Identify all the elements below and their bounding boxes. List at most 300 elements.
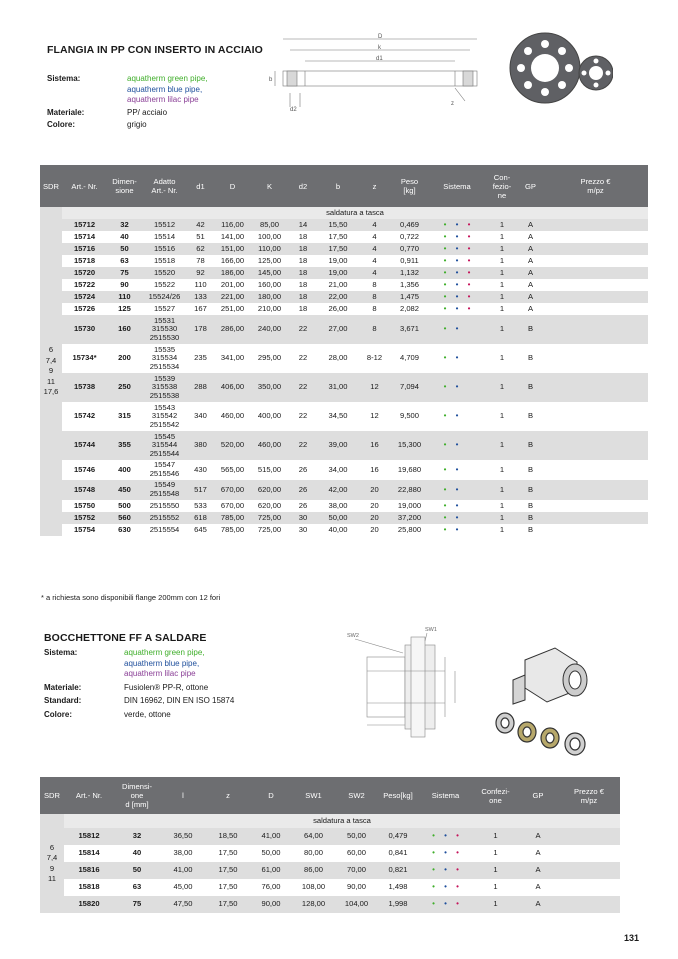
cell-prezzo: [543, 500, 648, 512]
sistema-dot-g: •: [443, 231, 447, 241]
cell-d1: 430: [187, 460, 214, 480]
cell-confezione: 1: [486, 267, 518, 279]
cell-d2: 22: [288, 344, 318, 373]
flange-header-cell: z: [358, 165, 391, 207]
cell-art: 15712: [62, 219, 107, 231]
cell-sistema: [428, 373, 486, 402]
flange-header-cell: Sistema: [428, 165, 486, 207]
cell-peso: 3,671: [391, 315, 428, 344]
sistema-dot-g: •: [443, 440, 447, 450]
cell-k: 180,00: [251, 291, 288, 303]
cell-sistema: [428, 402, 486, 431]
cell-gp: A: [518, 231, 543, 243]
cell-prezzo: [558, 828, 620, 845]
union-sistema-label: Sistema:: [44, 648, 78, 657]
cell-adatto: 15547 2515546: [142, 460, 187, 480]
cell-adatto: 15549 2515548: [142, 480, 187, 500]
cell-confezione: 1: [486, 373, 518, 402]
cell-peso: 0,469: [391, 219, 428, 231]
cell-z: 4: [358, 219, 391, 231]
cell-prezzo: [558, 862, 620, 879]
cell-confezione: 1: [473, 862, 518, 879]
sistema-dot-g: •: [443, 464, 447, 474]
cell-dim: 50: [114, 862, 160, 879]
cell-d: 61,00: [250, 862, 292, 879]
cell-peso: 22,880: [391, 480, 428, 500]
cell-confezione: 1: [486, 315, 518, 344]
cell-gp: B: [518, 402, 543, 431]
cell-sw1: 80,00: [292, 845, 335, 862]
cell-peso: 7,094: [391, 373, 428, 402]
cell-prezzo: [558, 896, 620, 913]
cell-d: 221,00: [214, 291, 251, 303]
cell-dim: 250: [107, 373, 142, 402]
cell-dim: 75: [107, 267, 142, 279]
cell-dim: 630: [107, 524, 142, 536]
materiale-value: PP/ acciaio: [127, 107, 168, 117]
cell-confezione: 1: [486, 255, 518, 267]
cell-dim: 450: [107, 480, 142, 500]
cell-prezzo: [543, 480, 648, 500]
union-header-cell: Prezzo € m/pz: [558, 777, 620, 814]
flange-header-cell: Con- fezio- ne: [486, 165, 518, 207]
cell-d2: 18: [288, 267, 318, 279]
sistema-lilac: aquatherm lilac pipe: [127, 95, 199, 104]
sistema-dot-b: •: [455, 411, 459, 421]
cell-l: 38,00: [160, 845, 206, 862]
sistema-dot-b: •: [455, 243, 459, 253]
sistema-blue: aquatherm blue pipe,: [127, 84, 203, 94]
cell-sw1: 128,00: [292, 896, 335, 913]
cell-b: 26,00: [318, 303, 358, 315]
cell-dim: 32: [114, 828, 160, 845]
cell-art: 15746: [62, 460, 107, 480]
cell-prezzo: [543, 267, 648, 279]
cell-art: 15718: [62, 255, 107, 267]
cell-k: 210,00: [251, 303, 288, 315]
cell-k: 110,00: [251, 243, 288, 255]
cell-sistema: [428, 219, 486, 231]
cell-art: 15750: [62, 500, 107, 512]
cell-peso: 0,821: [378, 862, 418, 879]
cell-b: 40,00: [318, 524, 358, 536]
union-header-cell: SDR: [40, 777, 64, 814]
cell-k: 160,00: [251, 279, 288, 291]
cell-art: 15816: [64, 862, 114, 879]
cell-d1: 533: [187, 500, 214, 512]
sistema-dot-g: •: [443, 243, 447, 253]
union-header-cell: GP: [518, 777, 558, 814]
cell-confezione: 1: [486, 291, 518, 303]
cell-gp: A: [518, 267, 543, 279]
cell-k: 460,00: [251, 431, 288, 460]
union-header-cell: SW2: [335, 777, 378, 814]
cell-d2: 22: [288, 315, 318, 344]
cell-d1: 178: [187, 315, 214, 344]
table-row: [40, 344, 648, 373]
cell-confezione: 1: [486, 243, 518, 255]
union-materiale-value: Fusiolen® PP-R, ottone: [124, 682, 209, 692]
cell-art: 15724: [62, 291, 107, 303]
cell-prezzo: [543, 373, 648, 402]
cell-adatto: 15524/26: [142, 291, 187, 303]
cell-k: 620,00: [251, 480, 288, 500]
dim-b-label: b: [269, 77, 273, 83]
cell-prezzo: [543, 431, 648, 460]
cell-d: 141,00: [214, 231, 251, 243]
cell-sistema: [418, 845, 473, 862]
cell-b: 42,00: [318, 480, 358, 500]
table-row: [40, 431, 648, 460]
cell-k: 240,00: [251, 315, 288, 344]
cell-d1: 110: [187, 279, 214, 291]
cell-b: 19,00: [318, 255, 358, 267]
flange-product-photo: [508, 26, 613, 116]
cell-sw2: 90,00: [335, 879, 378, 896]
cell-d2: 18: [288, 303, 318, 315]
cell-adatto: 15512: [142, 219, 187, 231]
cell-gp: A: [518, 879, 558, 896]
cell-b: 22,00: [318, 291, 358, 303]
flange-header-cell: Art.- Nr.: [62, 165, 107, 207]
sistema-dot-m: •: [456, 899, 459, 909]
cell-confezione: 1: [486, 524, 518, 536]
cell-b: 17,50: [318, 231, 358, 243]
flange-header-cell: Adatto Art.- Nr.: [142, 165, 187, 207]
cell-d1: 92: [187, 267, 214, 279]
cell-adatto: 2515550: [142, 500, 187, 512]
cell-d1: 340: [187, 402, 214, 431]
cell-b: 50,00: [318, 512, 358, 524]
cell-dim: 63: [107, 255, 142, 267]
cell-d1: 645: [187, 524, 214, 536]
cell-z: 16: [358, 460, 391, 480]
cell-d2: 18: [288, 291, 318, 303]
cell-k: 725,00: [251, 524, 288, 536]
cell-peso: 0,841: [378, 845, 418, 862]
dim-D-label: D: [378, 34, 383, 40]
cell-adatto: 15545 315544 2515544: [142, 431, 187, 460]
cell-k: 620,00: [251, 500, 288, 512]
sistema-dot-b: •: [455, 303, 459, 313]
cell-b: 34,50: [318, 402, 358, 431]
cell-peso: 2,082: [391, 303, 428, 315]
cell-dim: 50: [107, 243, 142, 255]
table-row: [40, 219, 648, 231]
flange-header-cell: GP: [518, 165, 543, 207]
cell-peso: 4,709: [391, 344, 428, 373]
cell-d2: 30: [288, 524, 318, 536]
cell-sistema: [428, 500, 486, 512]
cell-d: 251,00: [214, 303, 251, 315]
cell-gp: B: [518, 512, 543, 524]
flange-header-cell: D: [214, 165, 251, 207]
cell-art: 15726: [62, 303, 107, 315]
cell-art: 15742: [62, 402, 107, 431]
sistema-values: [127, 74, 208, 106]
cell-d2: 18: [288, 231, 318, 243]
union-header-cell: Peso[kg]: [378, 777, 418, 814]
cell-dim: 315: [107, 402, 142, 431]
sistema-dot-g: •: [443, 279, 447, 289]
cell-z: 20: [358, 512, 391, 524]
table-row: [40, 828, 620, 845]
cell-art: 15722: [62, 279, 107, 291]
flange-table: [40, 165, 648, 536]
cell-peso: 25,800: [391, 524, 428, 536]
cell-sistema: [428, 303, 486, 315]
cell-art: 15820: [64, 896, 114, 913]
cell-confezione: 1: [486, 512, 518, 524]
sistema-dot-b: •: [455, 382, 459, 392]
cell-adatto: 2515554: [142, 524, 187, 536]
sistema-dot-g: •: [443, 500, 447, 510]
cell-sistema: [428, 279, 486, 291]
cell-z: 18,50: [206, 828, 250, 845]
cell-peso: 37,200: [391, 512, 428, 524]
cell-peso: 9,500: [391, 402, 428, 431]
cell-gp: B: [518, 344, 543, 373]
cell-b: 38,00: [318, 500, 358, 512]
cell-gp: A: [518, 219, 543, 231]
cell-z: 4: [358, 267, 391, 279]
cell-prezzo: [558, 845, 620, 862]
cell-art: 15716: [62, 243, 107, 255]
cell-d2: 22: [288, 373, 318, 402]
table-row: [40, 267, 648, 279]
dim-k-label: k: [378, 45, 381, 51]
sistema-dot-m: •: [456, 848, 459, 858]
cell-l: 47,50: [160, 896, 206, 913]
cell-confezione: 1: [486, 431, 518, 460]
cell-dim: 560: [107, 512, 142, 524]
sistema-dot-b: •: [455, 512, 459, 522]
cell-d2: 18: [288, 243, 318, 255]
cell-d2: 18: [288, 279, 318, 291]
table-row: [40, 315, 648, 344]
union-title: BOCCHETTONE FF A SALDARE: [44, 632, 207, 644]
flange-header-cell: K: [251, 165, 288, 207]
cell-gp: B: [518, 500, 543, 512]
cell-peso: 0,770: [391, 243, 428, 255]
union-standard-label: Standard:: [44, 696, 82, 705]
sistema-dot-m: •: [467, 219, 471, 229]
cell-d2: 14: [288, 219, 318, 231]
sistema-dot-g: •: [432, 831, 435, 841]
cell-prezzo: [543, 291, 648, 303]
cell-art: 15734*: [62, 344, 107, 373]
union-header-cell: SW1: [292, 777, 335, 814]
cell-d: 151,00: [214, 243, 251, 255]
sistema-dot-b: •: [444, 865, 447, 875]
cell-peso: 0,911: [391, 255, 428, 267]
union-colore-value: verde, ottone: [124, 709, 171, 719]
cell-d: 166,00: [214, 255, 251, 267]
cell-sistema: [428, 243, 486, 255]
flange-title: FLANGIA IN PP CON INSERTO IN ACCIAIO: [47, 44, 263, 56]
cell-gp: A: [518, 828, 558, 845]
sistema-dot-g: •: [443, 291, 447, 301]
cell-b: 39,00: [318, 431, 358, 460]
cell-sistema: [428, 524, 486, 536]
sistema-dot-b: •: [455, 255, 459, 265]
cell-d: 785,00: [214, 524, 251, 536]
page-number: 131: [624, 933, 640, 943]
cell-b: 27,00: [318, 315, 358, 344]
cell-d1: 618: [187, 512, 214, 524]
cell-sw1: 86,00: [292, 862, 335, 879]
cell-d: 341,00: [214, 344, 251, 373]
cell-peso: 1,132: [391, 267, 428, 279]
sistema-dot-b: •: [455, 484, 459, 494]
cell-dim: 355: [107, 431, 142, 460]
materiale-label: Materiale:: [47, 107, 85, 117]
cell-confezione: 1: [486, 303, 518, 315]
cell-z: 17,50: [206, 879, 250, 896]
colore-label: Colore:: [47, 120, 75, 129]
cell-sistema: [428, 291, 486, 303]
cell-d1: 167: [187, 303, 214, 315]
flange-subheader: saldatura a tasca: [62, 207, 648, 219]
cell-prezzo: [543, 303, 648, 315]
cell-l: 36,50: [160, 828, 206, 845]
cell-peso: 1,475: [391, 291, 428, 303]
table-row: [40, 845, 620, 862]
table-row: [40, 524, 648, 536]
cell-art: 15738: [62, 373, 107, 402]
cell-art: 15818: [64, 879, 114, 896]
flange-header-cell: d2: [288, 165, 318, 207]
cell-dim: 160: [107, 315, 142, 344]
sistema-dot-b: •: [455, 524, 459, 534]
cell-confezione: 1: [486, 344, 518, 373]
sistema-dot-b: •: [444, 831, 447, 841]
union-sistema-lilac: aquatherm lilac pipe: [124, 669, 196, 678]
cell-prezzo: [543, 344, 648, 373]
cell-k: 100,00: [251, 231, 288, 243]
cell-d: 186,00: [214, 267, 251, 279]
cell-l: 45,00: [160, 879, 206, 896]
cell-art: 15812: [64, 828, 114, 845]
union-colore-label: Colore:: [44, 709, 72, 719]
cell-b: 28,00: [318, 344, 358, 373]
sistema-dot-g: •: [432, 848, 435, 858]
cell-sistema: [428, 255, 486, 267]
cell-sistema: [418, 828, 473, 845]
sistema-dot-g: •: [443, 512, 447, 522]
cell-peso: 0,479: [378, 828, 418, 845]
cell-art: 15752: [62, 512, 107, 524]
sistema-dot-g: •: [443, 267, 447, 277]
cell-confezione: 1: [473, 896, 518, 913]
union-standard-value: DIN 16962, DIN EN ISO 15874: [124, 696, 235, 705]
cell-d1: 133: [187, 291, 214, 303]
sistema-dot-m: •: [467, 255, 471, 265]
union-header-cell: Sistema: [418, 777, 473, 814]
cell-k: 400,00: [251, 402, 288, 431]
cell-sistema: [418, 862, 473, 879]
cell-dim: 200: [107, 344, 142, 373]
union-sistema-green: aquatherm green pipe,: [124, 648, 205, 657]
cell-prezzo: [543, 231, 648, 243]
cell-confezione: 1: [486, 279, 518, 291]
union-header-cell: Art.- Nr.: [64, 777, 114, 814]
table-row: [40, 480, 648, 500]
table-row: [40, 243, 648, 255]
sistema-dot-b: •: [455, 291, 459, 301]
cell-sw2: 70,00: [335, 862, 378, 879]
cell-peso: 1,498: [378, 879, 418, 896]
cell-k: 295,00: [251, 344, 288, 373]
cell-adatto: 15520: [142, 267, 187, 279]
cell-z: 8-12: [358, 344, 391, 373]
sistema-dot-g: •: [432, 899, 435, 909]
table-row: [40, 512, 648, 524]
flange-header-cell: b: [318, 165, 358, 207]
cell-d: 406,00: [214, 373, 251, 402]
sistema-dot-g: •: [443, 255, 447, 265]
sistema-green: aquatherm green pipe,: [127, 74, 208, 83]
cell-d1: 62: [187, 243, 214, 255]
union-header-cell: l: [160, 777, 206, 814]
union-header-cell: Dimensi- one d [mm]: [114, 777, 160, 814]
table-row: [40, 279, 648, 291]
cell-art: 15714: [62, 231, 107, 243]
cell-dim: 40: [107, 231, 142, 243]
cell-sw2: 50,00: [335, 828, 378, 845]
flange-sdr: 6 7,4 9 11 17,6: [40, 207, 62, 536]
sistema-dot-b: •: [455, 219, 459, 229]
cell-art: 15814: [64, 845, 114, 862]
cell-gp: B: [518, 460, 543, 480]
table-row: [40, 255, 648, 267]
cell-dim: 63: [114, 879, 160, 896]
cell-dim: 400: [107, 460, 142, 480]
sistema-dot-g: •: [443, 353, 447, 363]
cell-adatto: 15522: [142, 279, 187, 291]
cell-z: 12: [358, 373, 391, 402]
cell-sw2: 104,00: [335, 896, 378, 913]
cell-prezzo: [543, 402, 648, 431]
cell-adatto: 15518: [142, 255, 187, 267]
cell-d: 520,00: [214, 431, 251, 460]
cell-adatto: 15531 315530 2515530: [142, 315, 187, 344]
cell-z: 8: [358, 279, 391, 291]
cell-dim: 500: [107, 500, 142, 512]
cell-gp: B: [518, 373, 543, 402]
cell-z: 20: [358, 524, 391, 536]
cell-z: 8: [358, 303, 391, 315]
sistema-dot-m: •: [467, 291, 471, 301]
cell-k: 515,00: [251, 460, 288, 480]
cell-prezzo: [543, 243, 648, 255]
cell-d: 460,00: [214, 402, 251, 431]
table-row: [40, 373, 648, 402]
cell-peso: 0,722: [391, 231, 428, 243]
cell-sistema: [428, 267, 486, 279]
cell-gp: B: [518, 315, 543, 344]
cell-prezzo: [543, 524, 648, 536]
sistema-dot-g: •: [443, 219, 447, 229]
cell-sistema: [428, 344, 486, 373]
sistema-label: Sistema:: [47, 74, 81, 83]
union-table: [40, 777, 620, 913]
table-row: [40, 291, 648, 303]
cell-z: 12: [358, 402, 391, 431]
cell-confezione: 1: [486, 480, 518, 500]
sistema-dot-m: •: [467, 267, 471, 277]
cell-gp: B: [518, 480, 543, 500]
